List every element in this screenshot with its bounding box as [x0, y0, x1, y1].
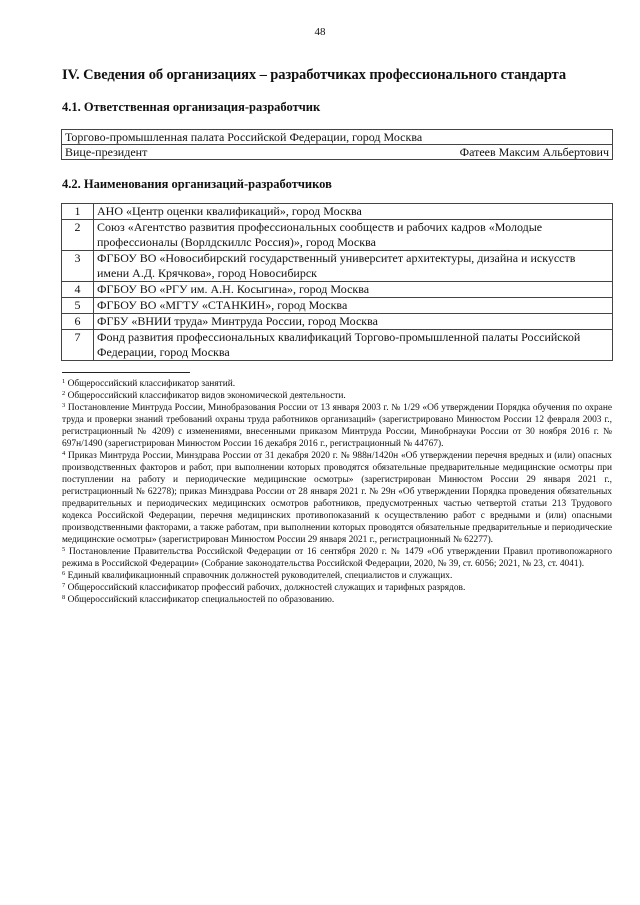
table-row: [62, 298, 613, 314]
row-number: 6: [62, 314, 94, 330]
table-row: [62, 330, 613, 361]
signatory-position: Вице-президент: [65, 145, 148, 159]
footnote: [62, 402, 612, 450]
row-number: 4: [62, 282, 94, 298]
footnote-mark: 5: [62, 546, 66, 553]
footnote-text: Общероссийский классификатор специальностей по образованию.: [67, 595, 335, 605]
footnote-mark: 6: [62, 570, 66, 577]
org-name: ФГБОУ ВО «РГУ им. А.Н. Косыгина», город Москва: [94, 282, 613, 298]
footnote-text: Общероссийский классификатор видов экономической деятельности.: [67, 391, 346, 401]
footnote-mark: 1: [62, 378, 66, 385]
row-number: 1: [62, 204, 94, 220]
footnote-mark: 3: [62, 402, 66, 409]
section-title: IV. Сведения об организациях – разработчиках профессионального стандарта: [62, 67, 567, 83]
table-row: [62, 220, 613, 251]
row-number: 2: [62, 220, 94, 251]
developer-orgs-heading: 4.2. Наименования организаций-разработчиков: [62, 177, 332, 191]
footnote-separator: [62, 372, 190, 373]
table-row: [62, 145, 613, 160]
footnote-mark: 4: [62, 450, 66, 457]
org-name: АНО «Центр оценки квалификаций», город Москва: [94, 204, 613, 220]
responsible-org-table: [61, 129, 613, 160]
responsible-org-heading: 4.1. Ответственная организация-разработчик: [62, 100, 321, 114]
footnote: [62, 582, 612, 594]
responsible-signatory-cell: [62, 145, 613, 160]
row-number: 5: [62, 298, 94, 314]
org-name: Фонд развития профессиональных квалификаций Торгово-промышленной палаты Российской Федерации, город Москва: [94, 330, 613, 361]
footnote-mark: 2: [62, 390, 66, 397]
org-name: ФГБОУ ВО «МГТУ «СТАНКИН», город Москва: [94, 298, 613, 314]
org-name: ФГБОУ ВО «Новосибирский государственный университет архитектуры, дизайна и искусств имени А.Д. Крячкова», город Новосибирск: [94, 251, 613, 282]
table-row: [62, 130, 613, 145]
org-name: Союз «Агентство развития профессиональных сообществ и рабочих кадров «Молодые профессионалы (Ворлдскиллс Россия)», город Москва: [94, 220, 613, 251]
table-row: [62, 314, 613, 330]
row-number: 7: [62, 330, 94, 361]
footnotes: [62, 378, 612, 606]
org-name: ФГБУ «ВНИИ труда» Минтруда России, город Москва: [94, 314, 613, 330]
table-row: [62, 282, 613, 298]
footnote-mark: 7: [62, 582, 66, 589]
footnote-text: Постановление Минтруда России, Минобразования России от 13 января 2003 г. № 1/29 «Об утверждении Порядка обучения по охране труда и проверки знаний требований охраны труда работников организаций» (зарегистрировано Минюстом России 12 февраля 2003 г., регистрационный № 4209) с изменениями, внесенными приказом Минтруда России, Минобрнауки России от 30 ноября 2016 г. № 697н/1490 (зарегистрирован Минюстом России 16 декабря 2016 г., регистрационный № 44767).: [62, 403, 612, 449]
page-number: 48: [314, 26, 326, 38]
developer-orgs-table: [61, 203, 613, 361]
footnote-text: Общероссийский классификатор занятий.: [67, 379, 236, 389]
table-row: [62, 204, 613, 220]
footnote-text: Общероссийский классификатор профессий рабочих, должностей служащих и тарифных разрядов.: [67, 583, 466, 593]
footnote: [62, 450, 612, 546]
row-number: 3: [62, 251, 94, 282]
footnote-text: Единый квалификационный справочник должностей руководителей, специалистов и служащих.: [67, 571, 453, 581]
footnote-text: Приказ Минтруда России, Минздрава России от 31 декабря 2020 г. № 988н/1420н «Об утверждении перечня вредных и (или) опасных производственных факторов и работ, при выполнении которых проводятся обязательные предварительные медицинские осмотры при поступлении на работу и периодические медицинские осмотры» (зарегистрирован Минюстом России 29 января 2021 г., регистрационный № 62278); приказ Минздрава России от 28 января 2021 г. № 29н «Об утверждении Порядка проведения обязательных предварительных и периодических медицинских осмотров работников, предусмотренных частью четвертой статьи 213 Трудового кодекса Российской Федерации, перечня медицинских противопоказаний к осуществлению работ с вредными и (или) опасными производственными факторами, а также работам, при выполнении которых проводятся обязательные предварительные и периодические медицинские осмотры» (зарегистрирован Минюстом России 29 января 2021 г., регистрационный № 62277).: [62, 451, 612, 545]
table-row: [62, 251, 613, 282]
responsible-org-name: Торгово-промышленная палата Российской Федерации, город Москва: [62, 130, 613, 145]
footnote: [62, 594, 612, 606]
footnote-mark: 8: [62, 594, 66, 601]
footnote: [62, 378, 612, 390]
footnote: [62, 546, 612, 570]
footnote: [62, 390, 612, 402]
signatory-name: Фатеев Максим Альбертович: [459, 145, 609, 159]
footnote-text: Постановление Правительства Российской Федерации от 16 сентября 2020 г. № 1479 «Об утверждении Правил противопожарного режима в Российской Федерации» (Собрание законодательства Российской Федерации, 2020, № 39, ст. 6056; 2021, № 23, ст. 4041).: [62, 547, 613, 569]
footnote: [62, 570, 612, 582]
